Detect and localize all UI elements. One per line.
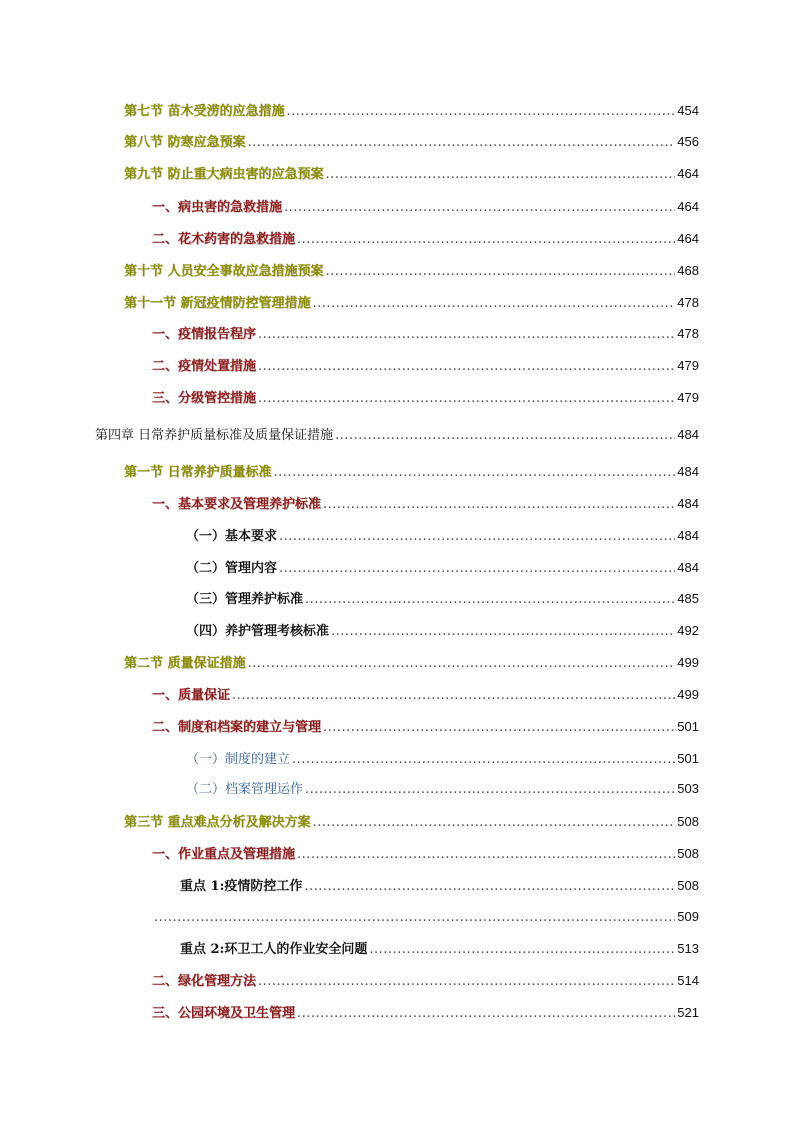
toc-entry-page-number: 508 [677,814,699,829]
toc-entry-page-number: 508 [677,878,699,893]
toc-entry-page-number: 484 [677,496,699,511]
toc-entry-title: 二、制度和档案的建立与管理 [152,720,322,735]
toc-entry[interactable] [152,228,699,250]
dot-leader [313,812,676,834]
toc-entry[interactable] [152,387,699,409]
dot-leader [305,779,675,801]
toc-entry[interactable] [152,684,699,706]
toc-entry[interactable] [152,843,699,865]
dot-leader [258,356,675,378]
toc-entry[interactable] [186,778,699,800]
dot-leader [313,293,676,315]
toc-entry-title: 第三节 重点难点分析及解决方案 [124,815,311,830]
toc-entry[interactable] [152,716,699,738]
toc-entry[interactable] [186,620,699,642]
toc-entry-page-number: 478 [677,326,699,341]
toc-entry[interactable] [152,970,699,992]
dot-leader [305,589,675,611]
toc-entry-title: 第七节 苗木受涝的应急措施 [124,104,285,119]
dot-leader [279,558,675,580]
dot-leader [274,462,676,484]
toc-entry-page-number: 484 [677,528,699,543]
toc-entry[interactable] [152,1002,699,1024]
toc-entry-title: 一、质量保证 [152,688,231,703]
toc-entry[interactable] [95,424,699,446]
toc-entry-title: （一）基本要求 [186,529,278,544]
toc-entry-page-number: 484 [677,560,699,575]
toc-entry-page-number: 464 [677,199,699,214]
dot-leader [297,844,675,866]
toc-entry[interactable] [180,875,699,897]
toc-entry-page-number: 521 [677,1005,699,1020]
toc-entry-page-number: 503 [677,781,699,796]
toc-entry[interactable] [186,525,699,547]
toc-entry-title: （二）档案管理运作 [186,782,304,797]
toc-entry-page-number: 456 [677,134,699,149]
dot-leader [292,749,675,771]
toc-entry[interactable] [186,748,699,770]
toc-entry-page-number: 514 [677,973,699,988]
toc-entry-title: 第四章 日常养护质量标准及质量保证措施 [95,428,334,443]
toc-entry-title: 第十节 人员安全事故应急措施预案 [124,264,324,279]
toc-entry[interactable] [124,163,699,185]
toc-entry-page-number: 485 [677,591,699,606]
toc-entry[interactable] [152,906,699,928]
toc-entry-title: 重点 2:环卫工人的作业安全问题 [180,942,368,957]
toc-entry-title: 二、花木药害的急救措施 [152,232,296,247]
toc-entry[interactable] [152,196,699,218]
toc-entry[interactable] [180,938,699,960]
toc-entry-title: （三）管理养护标准 [186,592,304,607]
toc-entry[interactable] [124,811,699,833]
toc-entry-title: 重点 1:疫情防控工作 [180,879,303,894]
dot-leader [154,907,675,929]
toc-entry-page-number: 501 [677,751,699,766]
dot-leader [331,621,675,643]
toc-entry-title: 一、作业重点及管理措施 [152,847,296,862]
dot-leader [248,653,676,675]
dot-leader [369,939,675,961]
toc-entry-title: 一、病虫害的急救措施 [152,200,283,215]
toc-entry-title: 第八节 防寒应急预案 [124,135,246,150]
dot-leader [335,425,675,447]
toc-entry-title: 一、基本要求及管理养护标准 [152,497,322,512]
dot-leader [248,132,676,154]
dot-leader [279,526,675,548]
dot-leader [326,164,676,186]
toc-entry-title: 三、公园环境及卫生管理 [152,1006,296,1021]
toc-entry-title: 第九节 防止重大病虫害的应急预案 [124,167,324,182]
toc-entry[interactable] [124,652,699,674]
toc-entry[interactable] [124,100,699,122]
toc-entry-title: （二）管理内容 [186,561,278,576]
toc-entry-page-number: 468 [677,263,699,278]
toc-entry-title: 第二节 质量保证措施 [124,656,246,671]
toc-entry-page-number: 464 [677,166,699,181]
toc-entry-page-number: 484 [677,464,699,479]
toc-entry-title: 三、分级管控措施 [152,391,257,406]
toc-entry-page-number: 479 [677,358,699,373]
toc-entry-title: 第十一节 新冠疫情防控管理措施 [124,296,311,311]
dot-leader [284,197,675,219]
dot-leader [323,494,675,516]
toc-entry-page-number: 499 [677,687,699,702]
toc-entry-title: 二、疫情处置措施 [152,359,257,374]
toc-entry-page-number: 478 [677,295,699,310]
toc-entry-page-number: 513 [677,941,699,956]
toc-entry-page-number: 508 [677,846,699,861]
toc-entry-page-number: 484 [677,427,699,442]
toc-entry-page-number: 479 [677,390,699,405]
toc-entry-title: （一）制度的建立 [186,752,291,767]
toc-entry-page-number: 509 [677,909,699,924]
toc-entry[interactable] [124,461,699,483]
dot-leader [258,324,675,346]
toc-entry[interactable] [152,355,699,377]
toc-entry-title: 二、绿化管理方法 [152,974,257,989]
dot-leader [297,1003,675,1025]
dot-leader [297,229,675,251]
dot-leader [258,388,675,410]
toc-entry[interactable] [124,260,699,282]
toc-entry[interactable] [124,292,699,314]
dot-leader [323,717,675,739]
toc-entry[interactable] [186,588,699,610]
toc-entry-page-number: 492 [677,623,699,638]
toc-entry-title: 第一节 日常养护质量标准 [124,465,272,480]
toc-entry-page-number: 499 [677,655,699,670]
toc-entry-page-number: 464 [677,231,699,246]
dot-leader [258,971,675,993]
dot-leader [326,261,676,283]
dot-leader [232,685,675,707]
toc-entry[interactable] [186,557,699,579]
toc-entry[interactable] [152,493,699,515]
toc-entry[interactable] [124,131,699,153]
toc-entry-page-number: 501 [677,719,699,734]
dot-leader [287,101,676,123]
toc-entry-page-number: 454 [677,103,699,118]
toc-entry[interactable] [152,323,699,345]
toc-entry-title: （四）养护管理考核标准 [186,624,330,639]
toc-entry-title: 一、疫情报告程序 [152,327,257,342]
dot-leader [304,876,675,898]
